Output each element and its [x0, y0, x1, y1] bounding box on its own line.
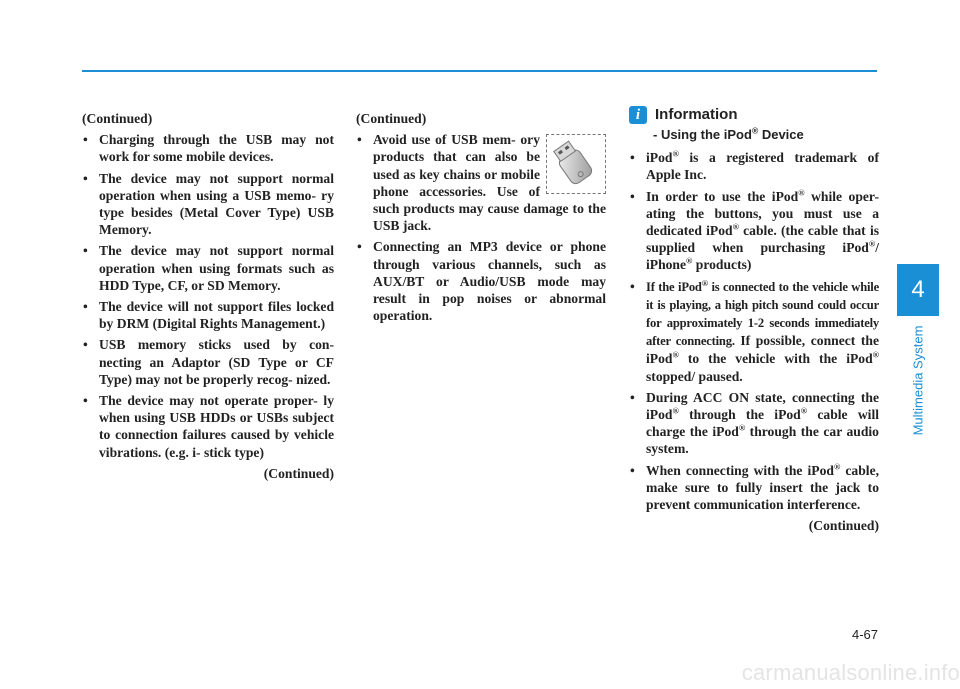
column-3 — [629, 106, 880, 534]
registered-mark: ® — [868, 238, 876, 249]
chapter-label-text: Multimedia System — [910, 325, 926, 435]
text: iPod — [646, 150, 673, 166]
list-item: • Charging through the USB may not work for some mobile devices. — [82, 131, 334, 165]
subtitle-text: Device — [758, 127, 804, 142]
registered-mark: ® — [738, 422, 746, 433]
registered-mark: ® — [686, 255, 693, 266]
registered-mark: ® — [672, 405, 679, 416]
text: In order to use the iPod — [646, 188, 799, 204]
information-subtitle — [653, 126, 879, 143]
list-item — [629, 389, 879, 458]
registered-mark: ® — [732, 221, 739, 232]
information-title: Information — [655, 106, 738, 124]
continued-heading: (Continued) — [356, 111, 427, 126]
registered-mark: ® — [672, 349, 679, 360]
bullet-list — [356, 131, 606, 324]
registered-mark: ® — [701, 277, 708, 288]
text: When connecting with the iPod — [646, 462, 834, 478]
text: cable will charge the iPod — [646, 407, 879, 440]
text: while oper- ating the buttons, you must use a dedicated iPod — [646, 188, 879, 239]
continued-heading: (Continued) — [82, 111, 153, 126]
list-item: • The device may not support normal operation when using formats such as HDD Type, CF, or SD Memory. — [82, 242, 334, 294]
registered-mark: ® — [800, 405, 808, 416]
list-item — [629, 188, 879, 274]
information-header — [629, 106, 879, 124]
chapter-tab: 4 — [897, 264, 939, 316]
registered-mark: ® — [672, 148, 679, 159]
list-item-text: Avoid use of USB mem- ory products that can also be used as key chains or mobile phone accessories. Use of such products may cause damage to the USB jack. — [373, 132, 606, 234]
list-item: • The device will not support files locked by DRM (Digital Rights Management.) — [82, 298, 334, 332]
list-item: • The device may not support normal operation when using a USB memo- ry type besides (Metal Cover Type) USB Memory. — [82, 170, 334, 239]
bullet-list — [82, 131, 334, 461]
text: is a registered trademark of Apple Inc. — [646, 150, 879, 183]
registered-mark: ® — [833, 461, 841, 472]
text: products) — [692, 257, 752, 273]
usb-stick-image — [546, 134, 606, 194]
text: is connected to the vehicle while it is playing, a high pitch sound could occur for approximately 1-2 seconds immediately after connecting. — [646, 279, 879, 349]
continued-footer: (Continued) — [263, 465, 334, 481]
text: / iPhone — [646, 240, 879, 273]
registered-mark: ® — [872, 349, 879, 360]
list-item — [629, 278, 879, 385]
list-item — [356, 131, 606, 234]
text: cable. (the cable that is supplied when purchasing iPod — [646, 223, 880, 256]
text: If the iPod — [646, 279, 702, 294]
list-item: • The device may not operate proper- ly when using USB HDDs or USBs subject to connection failures caused by vehicle vibrations. (e.g. i- stick type) — [82, 392, 334, 461]
subtitle-text: - Using the iPod — [653, 127, 752, 142]
list-item — [629, 462, 879, 514]
watermark: carmanualsonline.info — [741, 660, 960, 685]
page-number: 4-67 — [851, 627, 878, 642]
info-icon: i — [629, 106, 647, 124]
text: stopped/ paused. — [646, 368, 743, 384]
list-item: • Connecting an MP3 device or phone through various channels, such as AUX/BT or Audio/USB mode may result in pop noises or abnormal operation. — [356, 238, 606, 324]
column-2 — [356, 110, 606, 328]
column-1 — [82, 110, 334, 482]
text: cable, make sure to fully insert the jack to prevent communication interference. — [646, 462, 880, 513]
list-item: • USB memory sticks used by con- necting an Adaptor (SD Type or CF Type) may not be properly recog- nized. — [82, 336, 334, 388]
continued-footer: (Continued) — [808, 518, 879, 534]
registered-mark: ® — [798, 187, 805, 198]
text: through the car audio system. — [646, 424, 879, 457]
usb-stick-icon — [547, 135, 605, 193]
registered-mark: ® — [751, 125, 759, 136]
top-rule — [82, 70, 877, 72]
text: through the iPod — [678, 407, 801, 423]
chapter-label — [898, 320, 938, 440]
bullet-list — [629, 149, 879, 513]
text: If possible, connect the iPod — [646, 333, 880, 367]
list-item — [629, 149, 879, 183]
text: to the vehicle with the iPod — [678, 351, 873, 367]
text: During ACC ON state, connecting the iPod — [646, 389, 879, 423]
